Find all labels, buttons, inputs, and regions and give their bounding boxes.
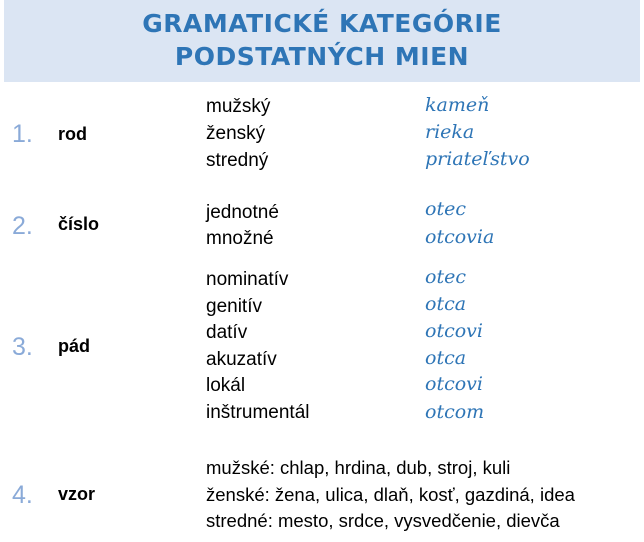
section-number-4: 4. [12, 481, 33, 509]
term: množné [206, 228, 274, 249]
title-banner [4, 0, 640, 82]
example: otca [425, 347, 467, 369]
term: ženský [206, 123, 266, 144]
example: priateľstvo [425, 148, 530, 170]
example: otcovi [425, 373, 483, 395]
vzor-line-masculine: mužské: chlap, hrdina, dub, stroj, kuli [206, 457, 511, 478]
page-title-line-1: GRAMATICKÉ KATEGÓRIE [142, 9, 502, 38]
example: rieka [425, 121, 475, 143]
example: otcovia [425, 226, 495, 248]
page-title-line-2: PODSTATNÝCH MIEN [174, 42, 470, 71]
example: otcom [425, 401, 485, 423]
term: inštrumentál [206, 402, 310, 423]
category-vzor: vzor [58, 484, 96, 504]
example: otca [425, 293, 467, 315]
term: jednotné [206, 202, 279, 223]
term: stredný [206, 150, 269, 171]
example: otec [425, 266, 466, 288]
vzor-line-neuter: stredné: mesto, srdce, vysvedčenie, dievča [206, 510, 560, 531]
section-number-3: 3. [12, 333, 33, 361]
term: akuzatív [206, 349, 277, 370]
term: mužský [206, 96, 271, 117]
section-number-2: 2. [12, 212, 33, 240]
vzor-line-feminine: ženské: žena, ulica, dlaň, kosť, gazdiná, idea [206, 484, 575, 505]
example: otec [425, 198, 466, 220]
category-rod: rod [58, 124, 87, 144]
example: kameň [425, 94, 490, 116]
term: datív [206, 322, 248, 343]
category-pad: pád [58, 336, 91, 356]
term: nominatív [206, 269, 289, 290]
example: otcovi [425, 320, 483, 342]
category-cislo: číslo [58, 214, 100, 234]
section-number-1: 1. [12, 120, 33, 148]
term: lokál [206, 375, 246, 396]
term: genitív [206, 296, 262, 317]
